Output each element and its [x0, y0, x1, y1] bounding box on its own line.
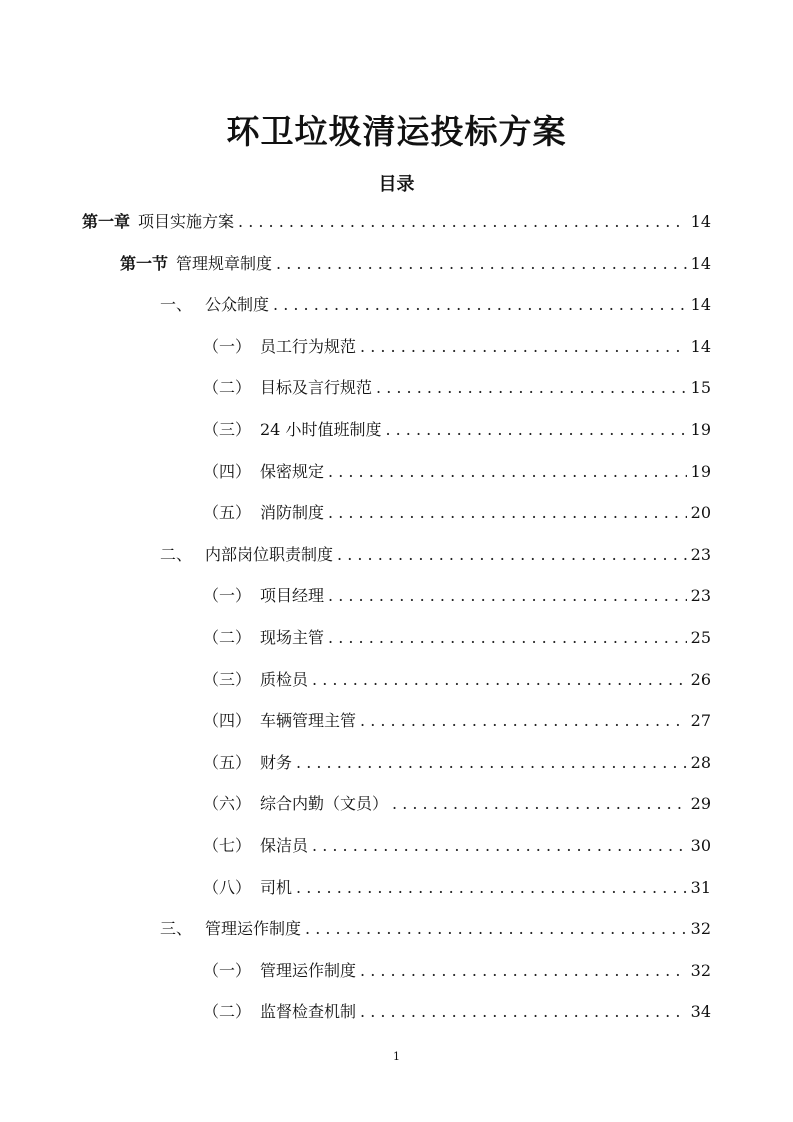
toc-entry-number: （六） [203, 794, 252, 814]
toc-leader-dots [376, 374, 687, 402]
toc-entry-page: 30 [690, 835, 711, 855]
toc-entry[interactable] [0, 998, 711, 1040]
toc-entry-page: 15 [690, 378, 711, 398]
toc-leader-dots [276, 250, 687, 278]
toc-leader-dots [328, 582, 687, 610]
toc-entry-page: 34 [690, 1002, 711, 1022]
toc-leader-dots [385, 416, 686, 444]
toc-leader-dots [296, 874, 687, 902]
toc-entry-page: 14 [690, 295, 711, 315]
toc-entry-page: 20 [690, 503, 711, 523]
toc-entry-page: 31 [690, 877, 711, 897]
toc-leader-dots [238, 208, 687, 236]
page-number: 1 [393, 1050, 400, 1063]
toc-entry-page: 23 [690, 544, 711, 564]
toc-leader-dots [273, 291, 687, 319]
toc-entry-number: （三） [203, 669, 252, 689]
toc-entry-number: （四） [203, 461, 252, 481]
toc-entry-page: 27 [690, 711, 711, 731]
toc-entry-page: 19 [690, 419, 711, 439]
toc-entry-label: 管理运作制度 [260, 960, 357, 980]
toc-entry-number: （二） [203, 1002, 252, 1022]
toc-entry-label: 24 小时值班制度 [260, 419, 382, 439]
toc-entry[interactable] [0, 666, 711, 708]
toc-entry-label: 现场主管 [260, 627, 325, 647]
toc-entry[interactable] [0, 832, 711, 874]
toc-entry[interactable] [0, 458, 711, 500]
toc-entry-number: （一） [203, 586, 252, 606]
toc-entry-page: 28 [690, 752, 711, 772]
toc-leader-dots [312, 832, 687, 860]
toc-entry-label: 司机 [260, 877, 293, 897]
toc-entry-label: 保洁员 [260, 835, 309, 855]
toc-entry-number: （四） [203, 711, 252, 731]
toc-leader-dots [337, 541, 687, 569]
toc-entry-number: （一） [203, 336, 252, 356]
toc-leader-dots [328, 458, 687, 486]
toc-entry-number: （二） [203, 627, 252, 647]
toc-entry[interactable] [0, 374, 711, 416]
toc-entry-page: 32 [690, 919, 711, 939]
toc-entry-number: 三、 [160, 919, 193, 939]
toc-entry-number: 第一章 [82, 212, 131, 231]
toc-entry[interactable] [0, 624, 711, 666]
table-of-contents [0, 208, 793, 1040]
toc-entry-label: 目标及言行规范 [260, 378, 373, 398]
toc-entry-number: （五） [203, 752, 252, 772]
toc-entry-page: 14 [690, 253, 711, 273]
toc-entry-label: 内部岗位职责制度 [205, 544, 334, 564]
toc-entry-page: 25 [690, 627, 711, 647]
toc-leader-dots [360, 957, 687, 985]
toc-entry-page: 23 [690, 586, 711, 606]
toc-entry[interactable] [0, 582, 711, 624]
toc-entry-page: 19 [690, 461, 711, 481]
toc-entry-label: 员工行为规范 [260, 336, 357, 356]
toc-entry[interactable] [0, 250, 711, 292]
toc-entry-label: 管理规章制度 [176, 253, 273, 273]
toc-entry[interactable] [0, 333, 711, 375]
toc-leader-dots [312, 666, 687, 694]
toc-entry[interactable] [0, 416, 711, 458]
document-title: 环卫垃圾清运投标方案 [226, 112, 567, 151]
toc-entry-label: 管理运作制度 [205, 919, 302, 939]
toc-entry-number: （一） [203, 960, 252, 980]
toc-entry-label: 财务 [260, 752, 293, 772]
toc-leader-dots [328, 624, 687, 652]
toc-entry-number: （五） [203, 503, 252, 523]
toc-entry-number: 二、 [160, 544, 193, 564]
toc-entry[interactable] [0, 749, 711, 791]
toc-entry-label: 质检员 [260, 669, 309, 689]
toc-entry-page: 26 [690, 669, 711, 689]
toc-entry[interactable] [0, 915, 711, 957]
toc-entry[interactable] [0, 874, 711, 916]
toc-entry-label: 车辆管理主管 [260, 711, 357, 731]
toc-entry[interactable] [0, 541, 711, 583]
toc-entry-number: （二） [203, 378, 252, 398]
toc-leader-dots [328, 499, 687, 527]
toc-entry-label: 综合内勤（文员） [260, 794, 389, 814]
toc-heading: 目录 [378, 174, 415, 195]
toc-entry-label: 公众制度 [205, 295, 270, 315]
toc-entry[interactable] [0, 707, 711, 749]
toc-entry-label: 监督检查机制 [260, 1002, 357, 1022]
toc-entry-number: （三） [203, 419, 252, 439]
toc-leader-dots [360, 998, 687, 1026]
toc-entry-label: 消防制度 [260, 503, 325, 523]
toc-entry-page: 29 [690, 794, 711, 814]
toc-entry[interactable] [0, 208, 711, 250]
toc-entry-label: 项目经理 [260, 586, 325, 606]
toc-leader-dots [360, 333, 687, 361]
toc-entry-number: 一、 [160, 295, 193, 315]
toc-leader-dots [360, 707, 687, 735]
toc-entry[interactable] [0, 291, 711, 333]
toc-entry-label: 项目实施方案 [138, 212, 235, 231]
toc-leader-dots [305, 915, 687, 943]
toc-leader-dots [296, 749, 687, 777]
toc-entry-number: （七） [203, 835, 252, 855]
toc-entry-number: （八） [203, 877, 252, 897]
toc-leader-dots [392, 790, 687, 818]
toc-entry[interactable] [0, 790, 711, 832]
toc-entry-page: 32 [690, 960, 711, 980]
toc-entry-page: 14 [690, 212, 711, 231]
toc-entry[interactable] [0, 957, 711, 999]
toc-entry-number: 第一节 [120, 253, 169, 273]
toc-entry[interactable] [0, 499, 711, 541]
toc-entry-page: 14 [690, 336, 711, 356]
toc-entry-label: 保密规定 [260, 461, 325, 481]
